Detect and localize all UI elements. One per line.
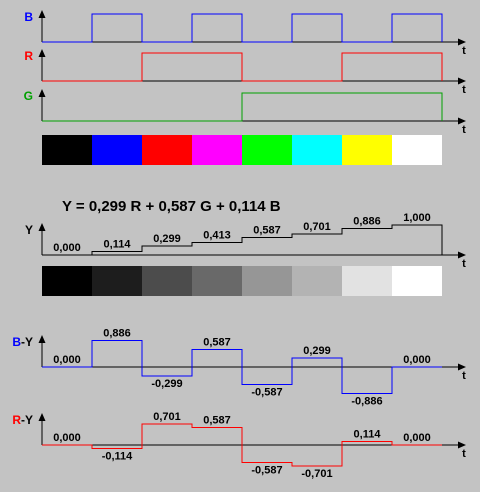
r-time-label: t	[462, 84, 466, 96]
color-bar	[92, 135, 142, 165]
g-label-text: G	[23, 89, 33, 103]
b-y-time-label: t	[462, 370, 466, 382]
b-y-value-label: 0,299	[303, 345, 331, 357]
b-y-value-label: -0,886	[351, 395, 383, 408]
b-y-signal-label	[12, 335, 33, 349]
color-bar-strip	[42, 135, 442, 165]
y-time-label: t	[462, 258, 466, 270]
r-signal-label	[24, 49, 33, 63]
r-y-time-label: t	[462, 448, 466, 460]
luma-gray-bar	[292, 266, 342, 296]
r-y-value-label: 0,701	[153, 411, 181, 423]
b-y-label-prefix: B	[12, 335, 21, 349]
r-y-signal-label	[12, 413, 33, 427]
b-y-value-label: -0,299	[151, 378, 183, 390]
r-y-value-label: 0,114	[353, 428, 381, 441]
luma-gray-bar	[392, 266, 442, 296]
luma-equation: Y = 0,299 R + 0,587 G + 0,114 B	[62, 198, 281, 215]
color-bar	[142, 135, 192, 165]
luma-gray-bar	[342, 266, 392, 296]
luma-gray-bar	[242, 266, 292, 296]
color-bar	[392, 135, 442, 165]
y-signal-label	[25, 223, 33, 237]
color-bar	[242, 135, 292, 165]
g-signal-label	[24, 89, 33, 103]
r-y-value-label: -0,701	[301, 468, 333, 480]
color-bar	[42, 135, 92, 165]
luma-gray-bar	[92, 266, 142, 296]
color-bar	[342, 135, 392, 165]
b-y-value-label: 0,886	[103, 327, 131, 340]
b-y-label-suffix: -Y	[21, 335, 33, 349]
y-value-label: 0,587	[253, 224, 281, 237]
b-y-value-label: 0,587	[203, 336, 231, 349]
b-signal-label	[24, 10, 33, 24]
luma-gray-bar	[192, 266, 242, 296]
y-value-label: 0,114	[103, 238, 131, 251]
y-value-label: 0,299	[153, 233, 181, 245]
y-label-text: Y	[24, 223, 33, 237]
b-time-label: t	[462, 45, 466, 57]
color-bar	[192, 135, 242, 165]
color-bar	[292, 135, 342, 165]
y-value-label: 1,000	[403, 212, 431, 224]
b-y-value-label: -0,587	[251, 386, 283, 399]
y-value-label: 0,886	[353, 215, 381, 228]
r-y-value-label: -0,587	[251, 464, 283, 477]
luma-gray-bar-strip	[42, 266, 442, 296]
r-y-label-prefix: R	[12, 413, 21, 427]
g-time-label: t	[462, 124, 466, 136]
r-y-label-suffix: -Y	[21, 413, 33, 427]
y-value-label: 0,000	[53, 242, 81, 254]
b-y-value-label: 0,000	[403, 354, 431, 366]
r-y-value-label: 0,000	[403, 432, 431, 444]
y-value-label: 0,701	[303, 221, 331, 233]
r-label-text: R	[24, 49, 33, 63]
r-y-value-label: 0,587	[203, 414, 231, 427]
b-y-value-label: 0,000	[53, 354, 81, 366]
luma-gray-bar	[142, 266, 192, 296]
y-value-label: 0,413	[203, 229, 231, 242]
r-y-value-label: 0,000	[53, 432, 81, 444]
r-y-value-label: -0,114	[101, 450, 133, 463]
luma-gray-bar	[42, 266, 92, 296]
b-label-text: B	[24, 10, 33, 24]
